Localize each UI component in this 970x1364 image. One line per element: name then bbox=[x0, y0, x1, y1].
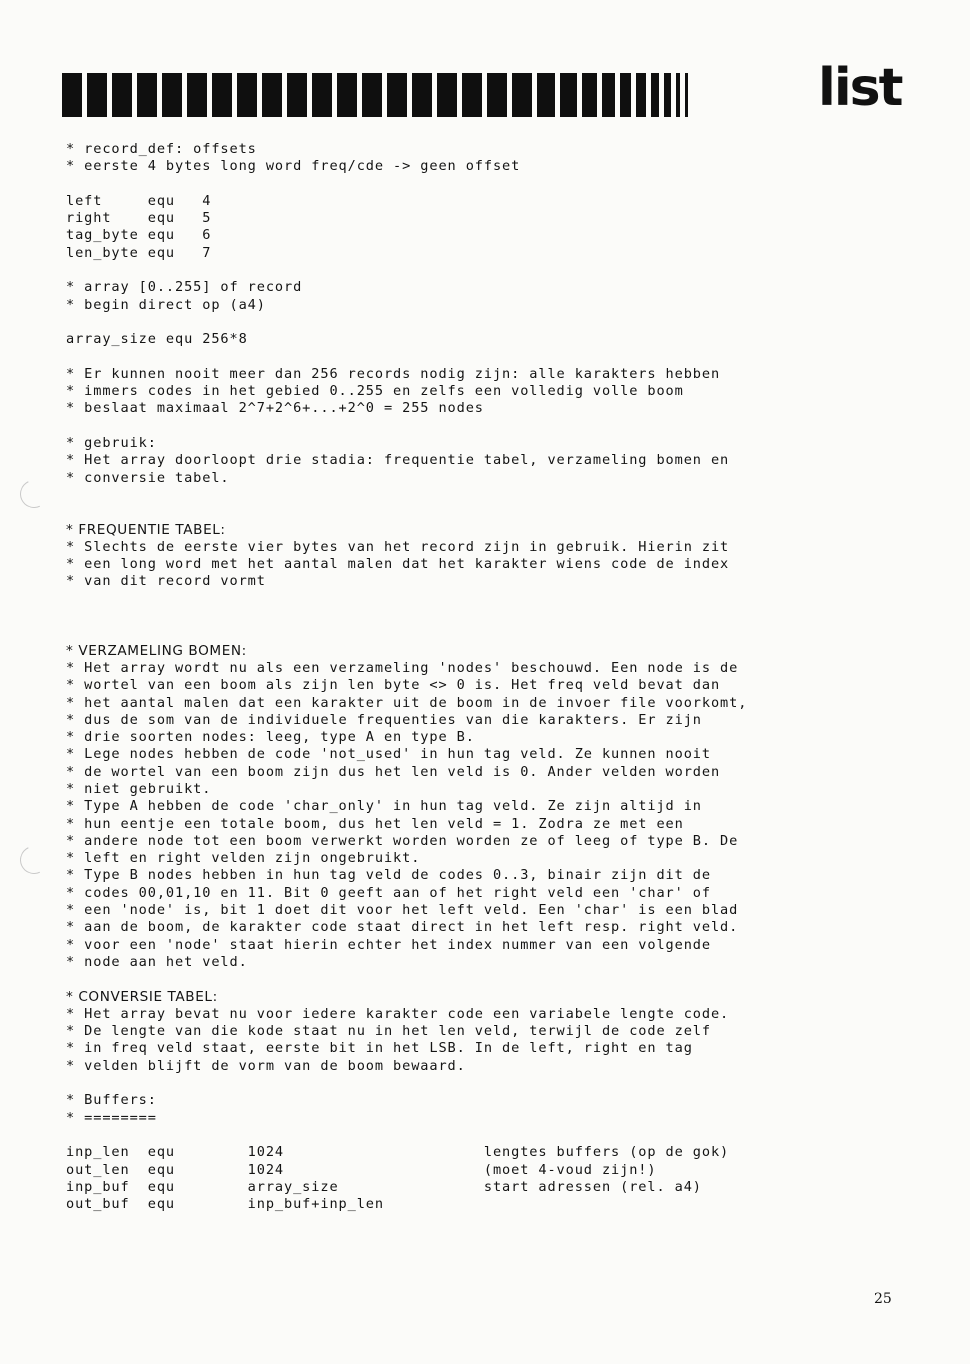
code-line: inp_buf equ array_size start adressen (rel. a4) bbox=[66, 1178, 702, 1195]
code-line: left equ 4 bbox=[66, 192, 212, 209]
blank-line bbox=[66, 608, 926, 625]
header-bar-block bbox=[560, 73, 577, 117]
blank-line bbox=[66, 971, 926, 988]
code-line: * aan de boom, de karakter code staat direct in het left resp. right veld. bbox=[66, 919, 739, 936]
code-line: * een 'node' is, bit 1 doet dit voor het left veld. Een 'char' is een blad bbox=[66, 902, 739, 919]
header-bar-block bbox=[112, 73, 132, 117]
code-line: tag_byte equ 6 bbox=[66, 227, 212, 244]
code-line: * array [0..255] of record bbox=[66, 279, 303, 296]
code-line: * een long word met het aantal malen dat het karakter wiens code de index bbox=[66, 556, 730, 573]
header-bar-block bbox=[462, 73, 482, 117]
code-line: * voor een 'node' staat hierin echter het index nummer van een volgende bbox=[66, 936, 711, 953]
blank-line bbox=[66, 487, 926, 504]
code-line: * VERZAMELING BOMEN: bbox=[66, 642, 247, 659]
code-line: * beslaat maximaal 2^7+2^6+...+2^0 = 255 nodes bbox=[66, 400, 484, 417]
code-line: * Type A hebben de code 'char_only' in hun tag veld. Ze zijn altijd in bbox=[66, 798, 702, 815]
code-line: * FREQUENTIE TABEL: bbox=[66, 521, 226, 538]
header-bar-block bbox=[537, 73, 555, 117]
code-line: out_len equ 1024 (moet 4-voud zijn!) bbox=[66, 1161, 657, 1178]
code-line: * conversie tabel. bbox=[66, 469, 230, 486]
code-line: * De lengte van die kode staat nu in het len veld, terwijl de code zelf bbox=[66, 1023, 711, 1040]
header-bar-block bbox=[387, 73, 407, 117]
code-line: * Buffers: bbox=[66, 1092, 157, 1109]
code-line: * Het array bevat nu voor iedere karakter code een variabele lengte code. bbox=[66, 1005, 730, 1022]
header-bar-block bbox=[664, 73, 670, 117]
punch-hole-bottom bbox=[16, 842, 52, 878]
code-line: array_size equ 256*8 bbox=[66, 331, 248, 348]
blank-line bbox=[66, 176, 926, 193]
code-line: * het aantal malen dat een karakter uit de boom in de invoer file voorkomt, bbox=[66, 694, 748, 711]
code-line: * gebruik: bbox=[66, 435, 157, 452]
blank-line bbox=[66, 591, 926, 608]
code-line: * codes 00,01,10 en 11. Bit 0 geeft aan of het right veld een 'char' of bbox=[66, 884, 711, 901]
list-logo: list bbox=[818, 58, 902, 118]
header-bar-block bbox=[212, 73, 232, 117]
header-bar-block bbox=[237, 73, 257, 117]
code-line: * wortel van een boom als zijn len byte <> 0 is. Het freq veld bevat dan bbox=[66, 677, 721, 694]
code-line: * niet gebruikt. bbox=[66, 780, 212, 797]
header-bar bbox=[62, 73, 812, 117]
code-line: * van dit record vormt bbox=[66, 573, 266, 590]
code-line: * velden blijft de vorm van de boom bewaard. bbox=[66, 1057, 466, 1074]
code-line: inp_len equ 1024 lengtes buffers (op de gok) bbox=[66, 1144, 730, 1161]
code-line: * andere node tot een boom verwerkt worden worden ze of leeg of type B. De bbox=[66, 832, 739, 849]
header-bar-block bbox=[512, 73, 532, 117]
code-line: * eerste 4 bytes long word freq/cde -> geen offset bbox=[66, 158, 521, 175]
header-bar-block bbox=[337, 73, 357, 117]
header-bar-block bbox=[87, 73, 107, 117]
header-bar-block bbox=[636, 73, 646, 117]
code-line: * left en right velden zijn ongebruikt. bbox=[66, 850, 421, 867]
header-bar-block bbox=[620, 73, 632, 117]
code-line: * begin direct op (a4) bbox=[66, 296, 266, 313]
blank-line bbox=[66, 1075, 926, 1092]
code-line: * hun eentje een totale boom, dus het len veld = 1. Zodra ze met een bbox=[66, 815, 684, 832]
header-bar-block bbox=[362, 73, 382, 117]
header-bar-block bbox=[412, 73, 432, 117]
code-line: * dus de som van de individuele frequenties van die karakters. Er zijn bbox=[66, 711, 702, 728]
header-bar-block bbox=[651, 73, 659, 117]
blank-line bbox=[66, 504, 926, 521]
header-bar-block bbox=[312, 73, 332, 117]
code-line: * Lege nodes hebben de code 'not_used' in hun tag veld. Ze kunnen nooit bbox=[66, 746, 711, 763]
header-bar-block bbox=[162, 73, 182, 117]
header-bar-block bbox=[137, 73, 157, 117]
blank-line bbox=[66, 349, 926, 366]
header-bar-block bbox=[437, 73, 457, 117]
code-line: * drie soorten nodes: leeg, type A en type B. bbox=[66, 729, 475, 746]
code-line: * Type B nodes hebben in hun tag veld de codes 0..3, binair zijn dit de bbox=[66, 867, 711, 884]
header-bar-block bbox=[487, 73, 507, 117]
code-line: * CONVERSIE TABEL: bbox=[66, 988, 218, 1005]
code-line: * ======== bbox=[66, 1109, 157, 1126]
code-line: right equ 5 bbox=[66, 210, 212, 227]
code-line: * de wortel van een boom zijn dus het len veld is 0. Ander velden worden bbox=[66, 763, 721, 780]
blank-line bbox=[66, 1127, 926, 1144]
code-line: * immers codes in het gebied 0..255 en zelfs een volledig volle boom bbox=[66, 383, 684, 400]
header-bar-block bbox=[676, 73, 681, 117]
header-bar-block bbox=[602, 73, 615, 117]
code-line: * in freq veld staat, eerste bit in het LSB. In de left, right en tag bbox=[66, 1040, 693, 1057]
header-bar-block bbox=[262, 73, 282, 117]
code-line: * Het array wordt nu als een verzameling 'nodes' beschouwd. Een node is de bbox=[66, 659, 739, 676]
blank-line bbox=[66, 625, 926, 642]
code-line: * record_def: offsets bbox=[66, 141, 257, 157]
header-bar-block bbox=[582, 73, 597, 117]
code-line: * Slechts de eerste vier bytes van het record zijn in gebruik. Hierin zit bbox=[66, 538, 730, 555]
header-bar-block bbox=[62, 73, 82, 117]
blank-line bbox=[66, 314, 926, 331]
punch-hole-top bbox=[16, 476, 52, 512]
code-line: len_byte equ 7 bbox=[66, 244, 212, 261]
header-bar-block bbox=[287, 73, 307, 117]
page-number: 25 bbox=[874, 1291, 892, 1307]
code-line: * Het array doorloopt drie stadia: frequentie tabel, verzameling bomen en bbox=[66, 452, 730, 469]
header-bar-block bbox=[685, 73, 688, 117]
code-line: out_buf equ inp_buf+inp_len bbox=[66, 1196, 384, 1213]
blank-line bbox=[66, 418, 926, 435]
header-bar-block bbox=[187, 73, 207, 117]
code-line: * node aan het veld. bbox=[66, 953, 248, 970]
code-line: * Er kunnen nooit meer dan 256 records nodig zijn: alle karakters hebben bbox=[66, 365, 721, 382]
code-listing bbox=[66, 141, 926, 1213]
blank-line bbox=[66, 262, 926, 279]
